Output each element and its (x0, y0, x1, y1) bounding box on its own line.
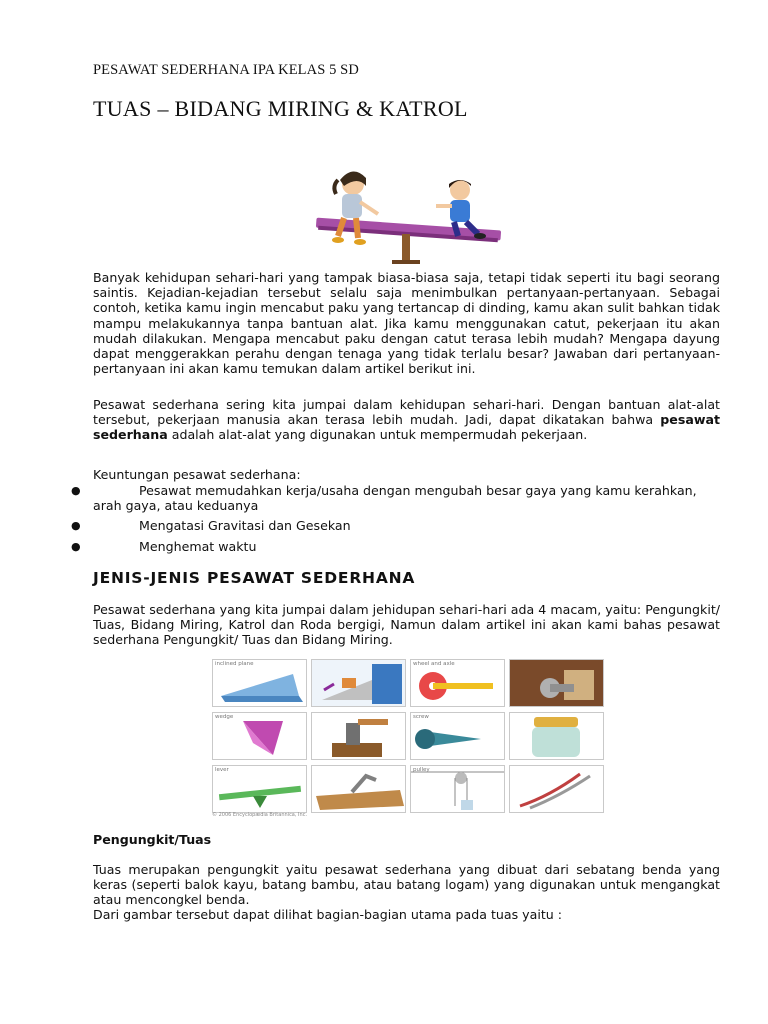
bullet-icon: ● (71, 519, 81, 533)
figure-label: wedge (215, 714, 234, 720)
document-subtitle: PESAWAT SEDERHANA IPA KELAS 5 SD (93, 62, 359, 78)
figure-label: lever (215, 767, 229, 773)
lever-paragraph: Tuas merupakan pengungkit yaitu pesawat sederhana yang dibuat dari sebatang benda yang keras (seperti balok kayu, batang bambu, atau batang logam) yang digunakan untuk mengangkat atau mencongkel benda. (93, 862, 720, 908)
list-item (0, 483, 720, 513)
section-heading: JENIS-JENIS PESAWAT SEDERHANA (93, 569, 416, 587)
figure-credit: © 2006 Encyclopædia Britannica, Inc. (212, 812, 308, 818)
types-paragraph: Pesawat sederhana yang kita jumpai dalam jehidupan sehari-hari ada 4 macam, yaitu: Pengungkit/ Tuas, Bidang Miring, Katrol dan Roda bergigi, Namun dalam artikel ini akan kami bahas pesawat sederhana Pengungkit/ Tuas dan Bidang Miring. (93, 602, 720, 648)
pulley-example-cell (509, 765, 604, 813)
figure-label: wheel and axle (413, 661, 455, 667)
figure-label: inclined plane (215, 661, 254, 667)
lever-cell (212, 765, 307, 813)
bullet-icon: ● (71, 539, 81, 553)
seesaw-illustration (308, 166, 508, 266)
list-item-text: Pesawat memudahkan kerja/usaha dengan mengubah besar gaya yang kamu kerahkan, arah gaya, atau keduanya (93, 483, 697, 514)
wedge-cell (212, 712, 307, 760)
lever-parts-intro: Dari gambar tersebut dapat dilihat bagian-bagian utama pada tuas yaitu : (93, 907, 562, 922)
bullet-icon: ● (71, 484, 81, 497)
list-item-text: Mengatasi Gravitasi dan Gesekan (139, 518, 351, 534)
intro-paragraph: Banyak kehidupan sehari-hari yang tampak biasa-biasa saja, tetapi tidak seperti itu bagi seorang saintis. Kejadian-kejadian tersebut selalu saja menimbulkan pertanyaan-pertanyaan. Sebagai contoh, ketika kamu ingin mencabut paku yang tertancap di dinding, kamu akan sulit bahkan tidak mampu melakukannya tanpa bantuan alat. Jika kamu menggunakan catut, pekerjaan itu akan mudah dilakukan. Mengapa mencabut paku dengan catut terasa lebih mudah? Mengapa dayung dapat menggerakkan perahu dengan tenaga yang tidak terlalu besar? Jawaban dari pertanyaan-pertanyaan ini akan kamu temukan dalam artikel berikut ini. (93, 270, 720, 377)
pulley-cell (410, 765, 505, 813)
advantages-list (0, 483, 768, 554)
document-title: TUAS – BIDANG MIRING & KATROL (93, 96, 468, 121)
list-item (0, 518, 720, 533)
figure-label: pulley (413, 767, 430, 773)
definition-text-after: adalah alat-alat yang digunakan untuk mempermudah pekerjaan. (167, 427, 588, 443)
list-item-text: Menghemat waktu (139, 538, 257, 554)
lever-heading: Pengungkit/Tuas (93, 832, 212, 847)
figure-label: screw (413, 714, 429, 720)
inclined-plane-cell (212, 659, 307, 707)
definition-bold-term: pesawat sederhana (93, 412, 720, 443)
wheel-and-axle-example-cell (509, 659, 604, 707)
lever-example-cell (311, 765, 406, 813)
screw-example-cell (509, 712, 604, 760)
definition-text-before: Pesawat sederhana sering kita jumpai dalam kehidupan sehari-hari. Dengan bantuan alat-alat tersebut, pekerjaan manusia akan terasa lebih mudah. Jadi, dapat dikatakan bahwa (93, 397, 720, 428)
advantages-heading: Keuntungan pesawat sederhana: (93, 467, 301, 482)
definition-paragraph (93, 397, 720, 443)
wedge-example-cell (311, 712, 406, 760)
wheel-and-axle-cell (410, 659, 505, 707)
simple-machines-figure (212, 659, 602, 821)
screw-cell (410, 712, 505, 760)
inclined-plane-example-cell (311, 659, 406, 707)
list-item (0, 539, 720, 554)
